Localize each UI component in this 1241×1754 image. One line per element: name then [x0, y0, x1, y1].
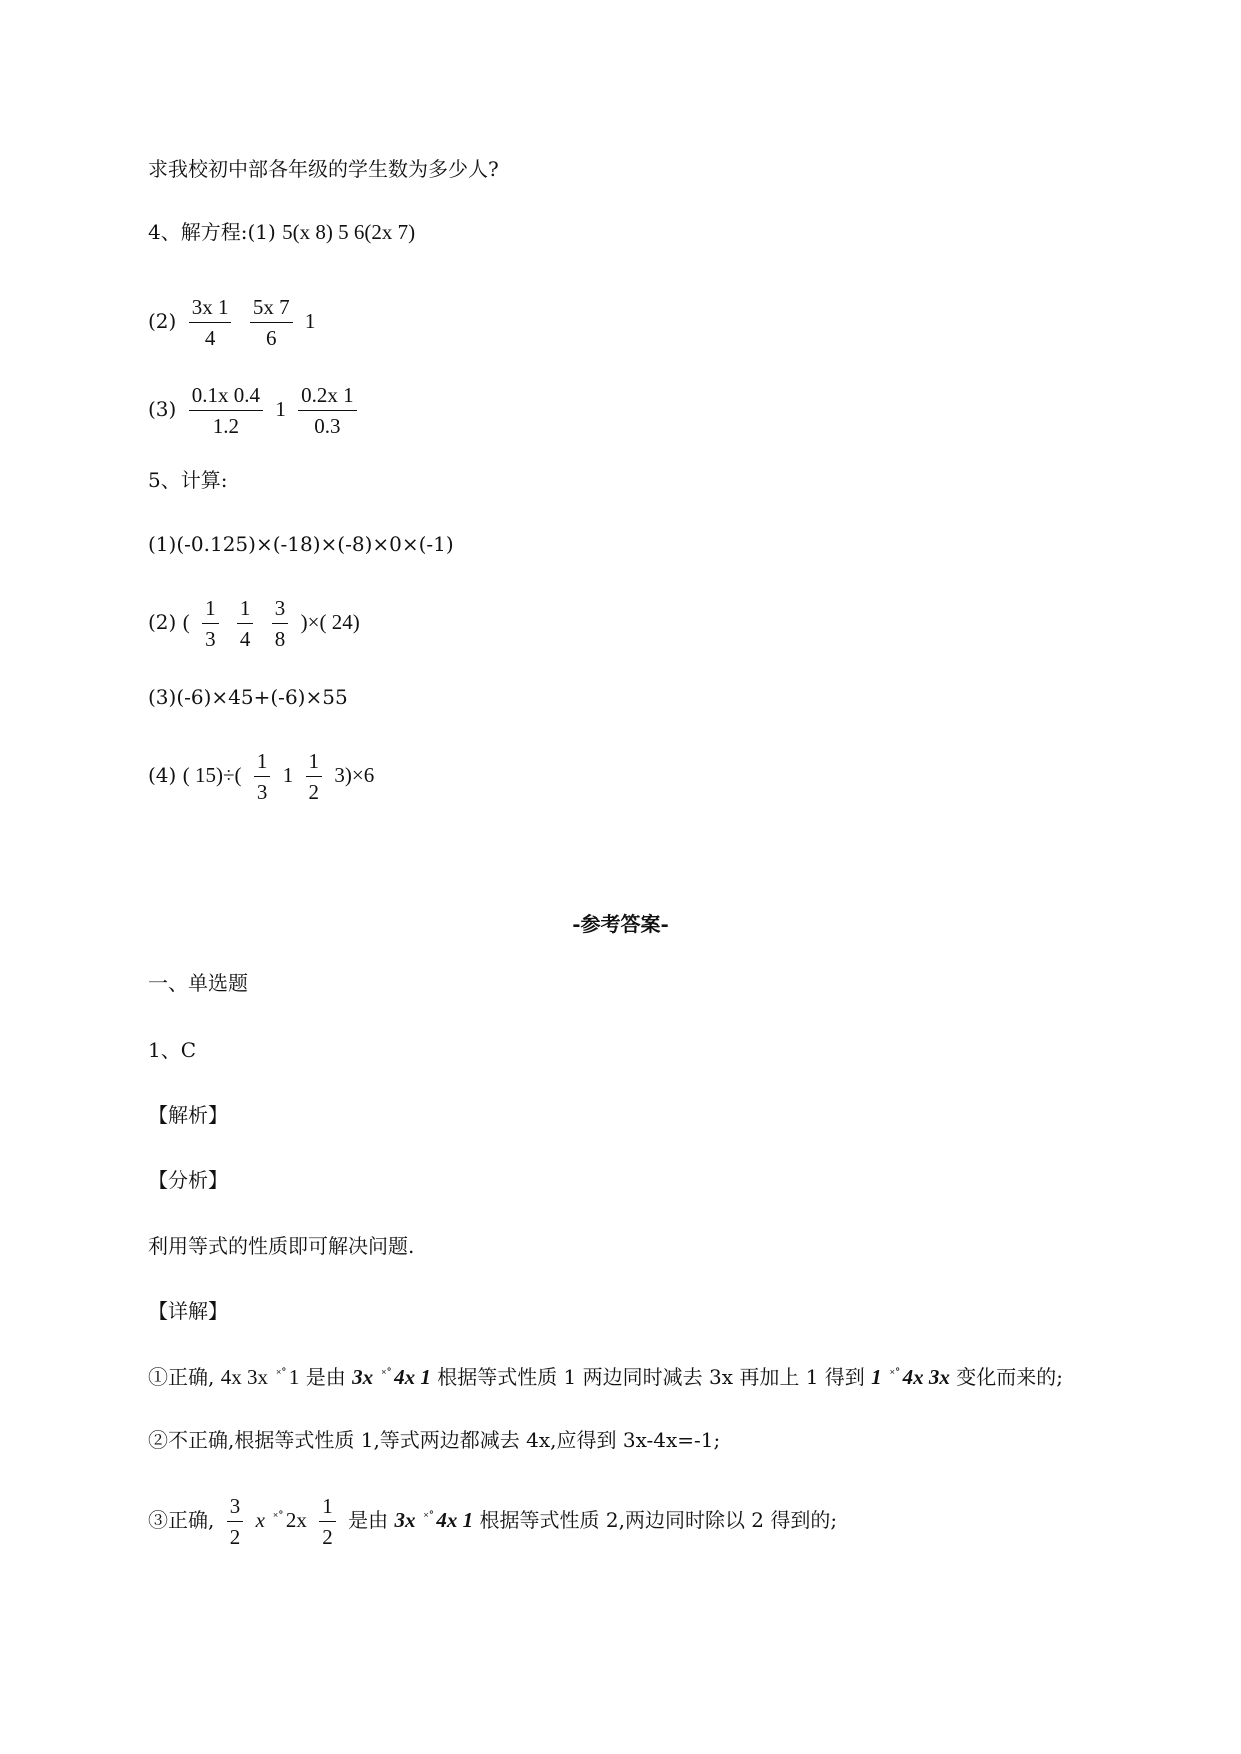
- detail-item-1: [148, 1360, 1063, 1391]
- numerator: 0.1x 0.4: [189, 384, 263, 411]
- denominator: 4: [239, 627, 251, 651]
- denominator: 1.2: [212, 414, 239, 438]
- open-paren: (: [182, 610, 190, 634]
- math: 1: [871, 1365, 882, 1389]
- section-heading: 一、单选题: [148, 971, 248, 995]
- math: 4x 3x: [220, 1365, 268, 1389]
- fraction: [272, 597, 289, 650]
- equals-glyph: ˟˚: [890, 1367, 901, 1381]
- math: 4x 1: [394, 1365, 431, 1389]
- text: 是由: [348, 1508, 389, 1532]
- numerator: 1: [319, 1495, 336, 1522]
- math: 1: [288, 1365, 300, 1389]
- middle-term: 1: [275, 397, 286, 421]
- equation-4-2: [148, 296, 315, 349]
- numerator: 3x 1: [189, 296, 232, 323]
- fraction: [319, 1495, 336, 1548]
- numerator: 1: [306, 750, 323, 777]
- math: 3x: [352, 1365, 374, 1389]
- fenxi-text: 利用等式的性质即可解决问题.: [148, 1234, 415, 1258]
- question-5-label: 5、计算:: [148, 468, 228, 492]
- math: x: [255, 1508, 265, 1532]
- numerator: 0.2x 1: [298, 384, 357, 411]
- analysis-tag: 【解析】: [148, 1103, 228, 1127]
- text: ①正确,: [148, 1365, 215, 1389]
- fraction: [202, 597, 219, 650]
- denominator: 3: [256, 780, 268, 804]
- question-intro: 求我校初中部各年级的学生数为多少人?: [148, 157, 499, 181]
- denominator: 8: [274, 627, 286, 651]
- tail: 3)×6: [334, 763, 375, 787]
- fraction: [250, 296, 293, 349]
- denominator: 6: [265, 326, 277, 350]
- fraction: [189, 296, 232, 349]
- fraction: [306, 750, 323, 803]
- fraction: [298, 384, 357, 437]
- numerator: 1: [237, 597, 254, 624]
- text: 是由: [305, 1365, 346, 1389]
- detail-item-3: [148, 1495, 837, 1548]
- fraction: [189, 384, 263, 437]
- fraction: [227, 1495, 244, 1548]
- answer-1: 1、C: [148, 1038, 197, 1062]
- q5-4-label: (4): [148, 763, 177, 787]
- fraction: [254, 750, 271, 803]
- math: 4x 3x: [902, 1365, 950, 1389]
- math: 2x: [285, 1508, 307, 1532]
- equals-glyph: ˟˚: [381, 1367, 393, 1381]
- denominator: 2: [308, 780, 320, 804]
- tail: )×( 24): [300, 610, 360, 634]
- numerator: 3: [272, 597, 289, 624]
- denominator: 4: [204, 326, 216, 350]
- denominator: 0.3: [314, 414, 341, 438]
- q5-2-label: (2): [148, 610, 177, 634]
- fenxi-tag: 【分析】: [148, 1168, 228, 1192]
- equation-4-1: [148, 218, 415, 246]
- equals-glyph: ˟˚: [273, 1510, 284, 1524]
- equation-4-3: [148, 384, 363, 437]
- calc-5-2: [148, 597, 360, 650]
- numerator: 1: [202, 597, 219, 624]
- denominator: 2: [322, 1525, 333, 1549]
- text: 根据等式性质 1 两边同时减去 3x 再加上 1 得到: [437, 1365, 865, 1389]
- calc-5-3: (3)(-6)×45+(-6)×55: [148, 685, 348, 709]
- q4-2-label: (2): [148, 309, 177, 333]
- text: 变化而来的;: [956, 1365, 1063, 1389]
- detail-item-2: ②不正确,根据等式性质 1,等式两边都减去 4x,应得到 3x-4x=-1;: [148, 1428, 721, 1452]
- head: ( 15)÷(: [182, 763, 242, 787]
- text: ③正确,: [148, 1508, 215, 1532]
- denominator: 3: [205, 627, 216, 651]
- rhs-value: 1: [304, 309, 316, 333]
- math: 3x: [394, 1508, 416, 1532]
- numerator: 5x 7: [250, 296, 293, 323]
- equals-glyph: ˟˚: [423, 1510, 435, 1524]
- middle-term: 1: [282, 763, 294, 787]
- q4-1-expression: 5(x 8) 5 6(2x 7): [282, 220, 416, 244]
- math: 4x 1: [436, 1508, 474, 1532]
- calc-5-1: (1)(-0.125)×(-18)×(-8)×0×(-1): [148, 532, 454, 556]
- q4-label: 4、解方程:(1): [148, 220, 276, 244]
- detail-tag: 【详解】: [148, 1299, 228, 1323]
- numerator: 3: [227, 1495, 244, 1522]
- denominator: 2: [229, 1525, 241, 1549]
- q4-3-label: (3): [148, 397, 177, 421]
- text: 根据等式性质 2,两边同时除以 2 得到的;: [479, 1508, 838, 1532]
- fraction: [237, 597, 254, 650]
- numerator: 1: [254, 750, 271, 777]
- equals-glyph: ˟˚: [276, 1367, 287, 1381]
- calc-5-4: [148, 750, 374, 803]
- answer-heading: -参考答案-: [572, 912, 669, 936]
